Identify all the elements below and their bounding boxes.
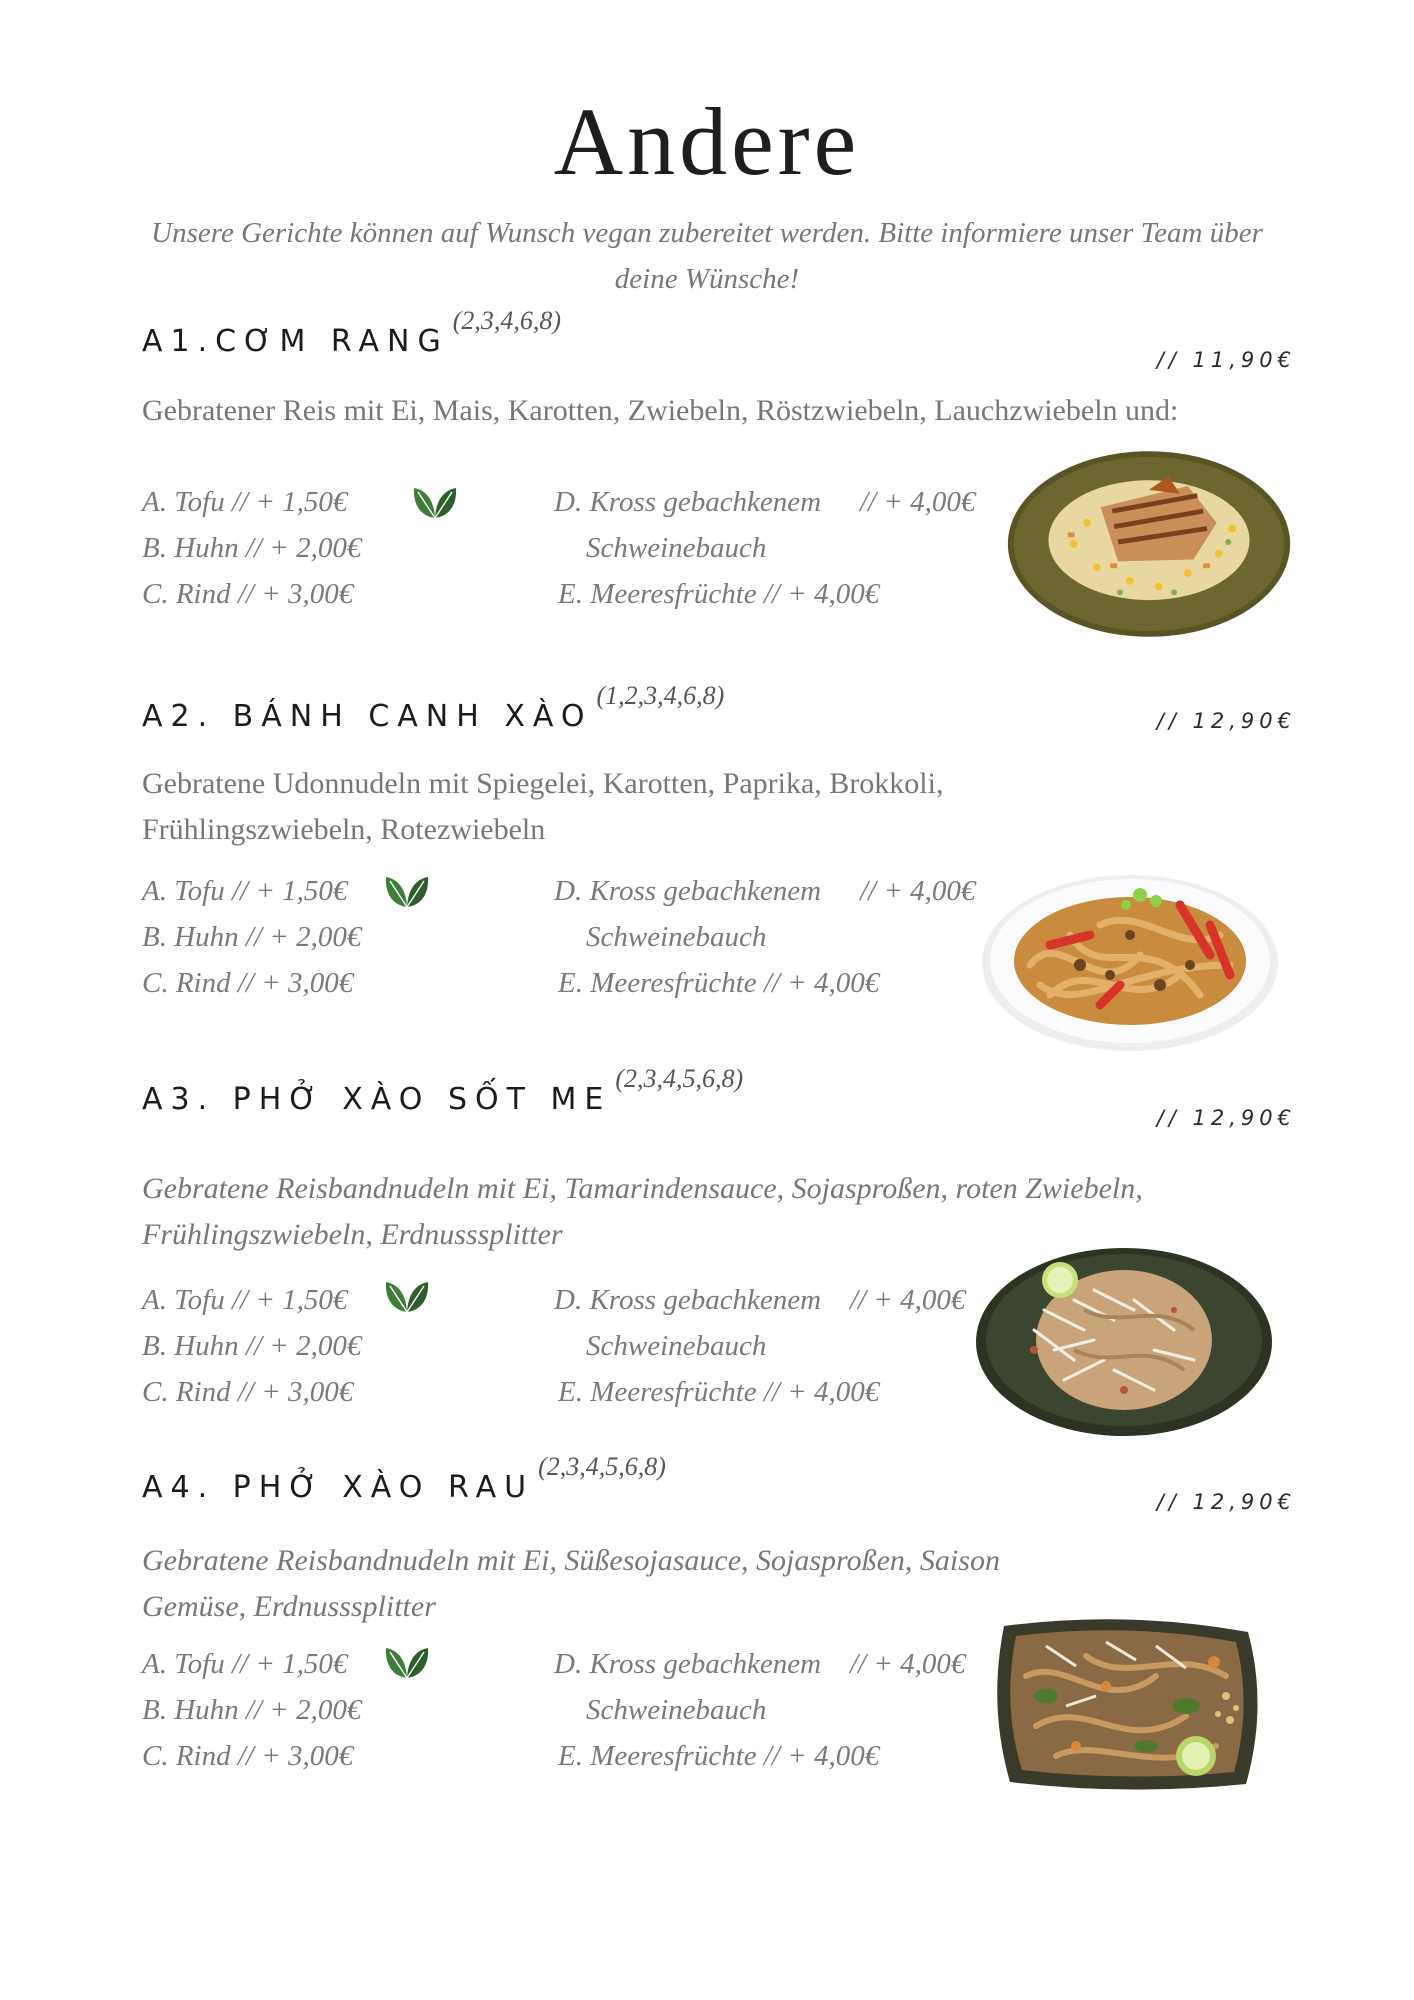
dish-code: A2. BÁNH CANH XÀO: [142, 699, 593, 734]
dish-description: Gebratene Reisbandnudeln mit Ei, Süßesojasauce, Sojasproßen, Saison Gemüse, Erdnusssplitter: [142, 1544, 1000, 1623]
vegetable-noodles-photo: [986, 1616, 1266, 1792]
option-huhn: B. Huhn // + 2,00€: [142, 1330, 362, 1362]
option-tofu: A. Tofu // + 1,50€: [142, 1648, 348, 1680]
option-meeresfruechte: E. Meeresfrüchte // + 4,00€: [558, 1376, 880, 1408]
option-meeresfruechte: E. Meeresfrüchte // + 4,00€: [558, 578, 880, 610]
option-schweinebauch-price: // + 4,00€: [860, 486, 976, 518]
dish-price: // 12,90€: [1156, 1106, 1296, 1130]
option-tofu: A. Tofu // + 1,50€: [142, 875, 348, 907]
option-meeresfruechte: E. Meeresfrüchte // + 4,00€: [558, 967, 880, 999]
option-meeresfruechte: E. Meeresfrüchte // + 4,00€: [558, 1740, 880, 1772]
vegan-leaf-icon: [410, 478, 460, 522]
vegan-leaf-icon: [382, 1272, 432, 1316]
dish-description: Gebratener Reis mit Ei, Mais, Karotten, Zwiebeln, Röstzwiebeln, Lauchzwiebeln und:: [142, 394, 1179, 427]
dish-a4: [0, 1452, 1414, 1828]
dish-price: // 12,90€: [1156, 709, 1296, 733]
option-rind: C. Rind // + 3,00€: [142, 578, 354, 610]
option-tofu: A. Tofu // + 1,50€: [142, 1284, 348, 1316]
page-title: Andere: [553, 88, 861, 195]
option-schweinebauch-line2: Schweinebauch: [586, 1694, 767, 1726]
option-schweinebauch-line2: Schweinebauch: [586, 1330, 767, 1362]
option-rind: C. Rind // + 3,00€: [142, 1376, 354, 1408]
option-rind: C. Rind // + 3,00€: [142, 1740, 354, 1772]
dish-price: // 11,90€: [1156, 348, 1296, 372]
vegan-leaf-icon: [382, 867, 432, 911]
option-huhn: B. Huhn // + 2,00€: [142, 532, 362, 564]
dish-code: A1.CƠM RANG: [142, 324, 449, 359]
option-schweinebauch: D. Kross gebachkenem: [554, 1648, 822, 1680]
dish-description: Gebratene Udonnudeln mit Spiegelei, Karotten, Paprika, Brokkoli, Frühlingszwiebeln, Rotezwiebeln: [142, 767, 944, 846]
allergen-codes: (2,3,4,5,6,8): [615, 1064, 744, 1093]
option-schweinebauch: D. Kross gebachkenem: [554, 486, 822, 518]
dish-code: A3. PHỞ XÀO SỐT ME: [142, 1082, 612, 1117]
allergen-codes: (2,3,4,5,6,8): [538, 1452, 666, 1481]
dish-a2: [0, 681, 1414, 1067]
dish-title: [142, 1452, 666, 1505]
udon-photo: [980, 865, 1280, 1055]
option-rind: C. Rind // + 3,00€: [142, 967, 354, 999]
option-schweinebauch-line2: Schweinebauch: [586, 532, 767, 564]
allergen-codes: (1,2,3,4,6,8): [596, 681, 725, 710]
dish-title: [142, 306, 562, 359]
option-schweinebauch-price: // + 4,00€: [850, 1648, 966, 1680]
vegan-leaf-icon: [382, 1638, 432, 1682]
option-schweinebauch-price: // + 4,00€: [850, 1284, 966, 1316]
dish-description: Gebratene Reisbandnudeln mit Ei, Tamarindensauce, Sojasproßen, roten Zwiebeln, Frühlingszwiebeln, Erdnusssplitter: [142, 1172, 1143, 1251]
dish-title: [142, 681, 725, 734]
dish-code: A4. PHỞ XÀO RAU: [142, 1470, 535, 1505]
option-schweinebauch: D. Kross gebachkenem: [554, 875, 822, 907]
allergen-codes: (2,3,4,6,8): [452, 306, 562, 335]
dish-title: [142, 1064, 744, 1117]
option-schweinebauch: D. Kross gebachkenem: [554, 1284, 822, 1316]
tamarind-noodles-photo: [974, 1240, 1274, 1440]
dish-price: // 12,90€: [1156, 1490, 1296, 1514]
dish-a3: [0, 1064, 1414, 1460]
option-schweinebauch-line2: Schweinebauch: [586, 921, 767, 953]
option-schweinebauch-price: // + 4,00€: [860, 875, 976, 907]
option-huhn: B. Huhn // + 2,00€: [142, 1694, 362, 1726]
option-huhn: B. Huhn // + 2,00€: [142, 921, 362, 953]
dish-a1: [0, 306, 1414, 652]
intro-text: Unsere Gerichte können auf Wunsch vegan zubereitet werden. Bitte informiere unser Team über deine Wünsche!: [151, 217, 1263, 295]
option-tofu: A. Tofu // + 1,50€: [142, 486, 348, 518]
fried-rice-photo: [1004, 444, 1294, 644]
